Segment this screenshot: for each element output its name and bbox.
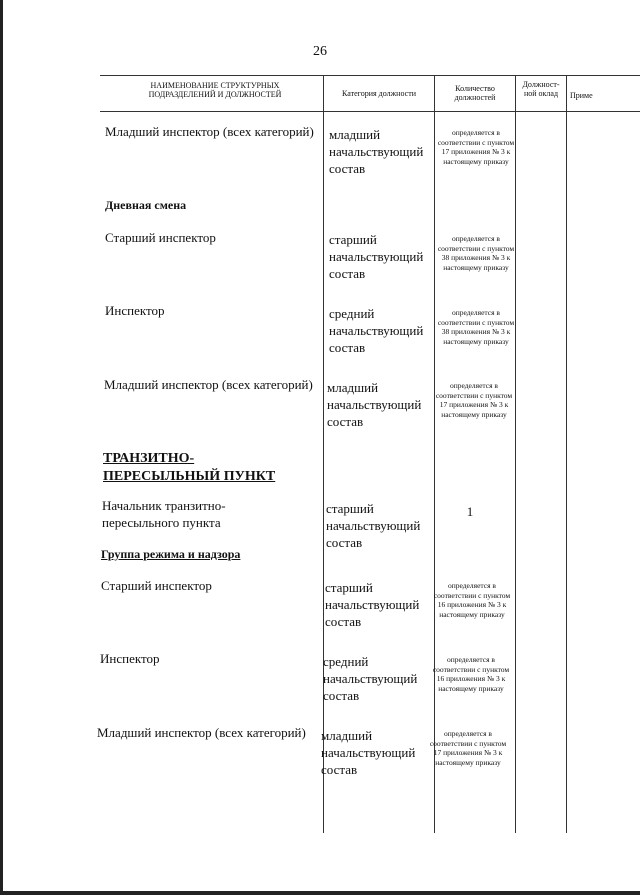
col-divider-1 bbox=[323, 75, 324, 833]
col-divider-2 bbox=[434, 75, 435, 833]
position-name: Младший инспектор (всех категорий) bbox=[104, 377, 313, 392]
position-name: Старший инспектор bbox=[105, 230, 216, 245]
position-category: младший начальствующий состав bbox=[321, 728, 416, 777]
header-bottom-border bbox=[323, 111, 640, 112]
position-category: старший начальствующий состав bbox=[329, 232, 424, 281]
position-category: средний начальствующий состав bbox=[329, 306, 424, 355]
position-category: старший начальствующий состав bbox=[326, 501, 421, 550]
position-name: Младший инспектор (всех категорий) bbox=[105, 124, 314, 139]
position-name: Начальник транзитно-пересыльного пункта bbox=[102, 498, 226, 530]
position-category: младший начальствующий состав bbox=[329, 127, 424, 176]
position-quantity: 1 bbox=[466, 504, 474, 519]
unit-heading: ТРАНЗИТНО-ПЕРЕСЫЛЬНЫЙ ПУНКТ bbox=[103, 451, 276, 484]
header-bottom-border-left bbox=[100, 111, 323, 112]
table-top-border bbox=[100, 75, 640, 76]
scan-border-bottom bbox=[0, 891, 640, 895]
page-number: 26 bbox=[313, 44, 327, 59]
position-quantity: определяется в соответствии с пунктом 38 приложения № 3 к настоящему приказу bbox=[437, 234, 515, 272]
position-name: Инспектор bbox=[105, 303, 165, 318]
header-category: Категория должности bbox=[342, 89, 416, 98]
header-name: НАИМЕНОВАНИЕ СТРУКТУРНЫХ ПОДРАЗДЕЛЕНИЙ И ДОЛЖНОСТЕЙ bbox=[148, 81, 282, 99]
position-quantity: определяется в соответствии с пунктом 17 приложения № 3 к настоящему приказу bbox=[435, 381, 513, 419]
scan-border-left bbox=[0, 0, 3, 895]
position-category: старший начальствующий состав bbox=[325, 580, 420, 629]
section-heading: Группа режима и надзора bbox=[101, 547, 241, 561]
section-heading: Дневная смена bbox=[105, 198, 187, 212]
header-salary: Должност-ной оклад bbox=[522, 80, 560, 98]
position-quantity: определяется в соответствии с пунктом 16 приложения № 3 к настоящему приказу bbox=[433, 581, 511, 619]
position-category: средний начальствующий состав bbox=[323, 654, 418, 703]
position-quantity: определяется в соответствии с пунктом 17 приложения № 3 к настоящему приказу bbox=[429, 729, 507, 767]
position-name: Младший инспектор (всех категорий) bbox=[97, 725, 306, 740]
col-divider-3 bbox=[515, 75, 516, 833]
position-category: младший начальствующий состав bbox=[327, 380, 422, 429]
position-quantity: определяется в соответствии с пунктом 16 приложения № 3 к настоящему приказу bbox=[432, 655, 510, 693]
col-divider-4 bbox=[566, 75, 567, 833]
position-quantity: определяется в соответствии с пунктом 38 приложения № 3 к настоящему приказу bbox=[437, 308, 515, 346]
position-name: Старший инспектор bbox=[101, 578, 212, 593]
header-quantity: Количество должностей bbox=[454, 84, 496, 102]
position-name: Инспектор bbox=[100, 651, 160, 666]
header-note: Приме bbox=[570, 91, 593, 100]
position-quantity: определяется в соответствии с пунктом 17 приложения № 3 к настоящему приказу bbox=[437, 128, 515, 166]
